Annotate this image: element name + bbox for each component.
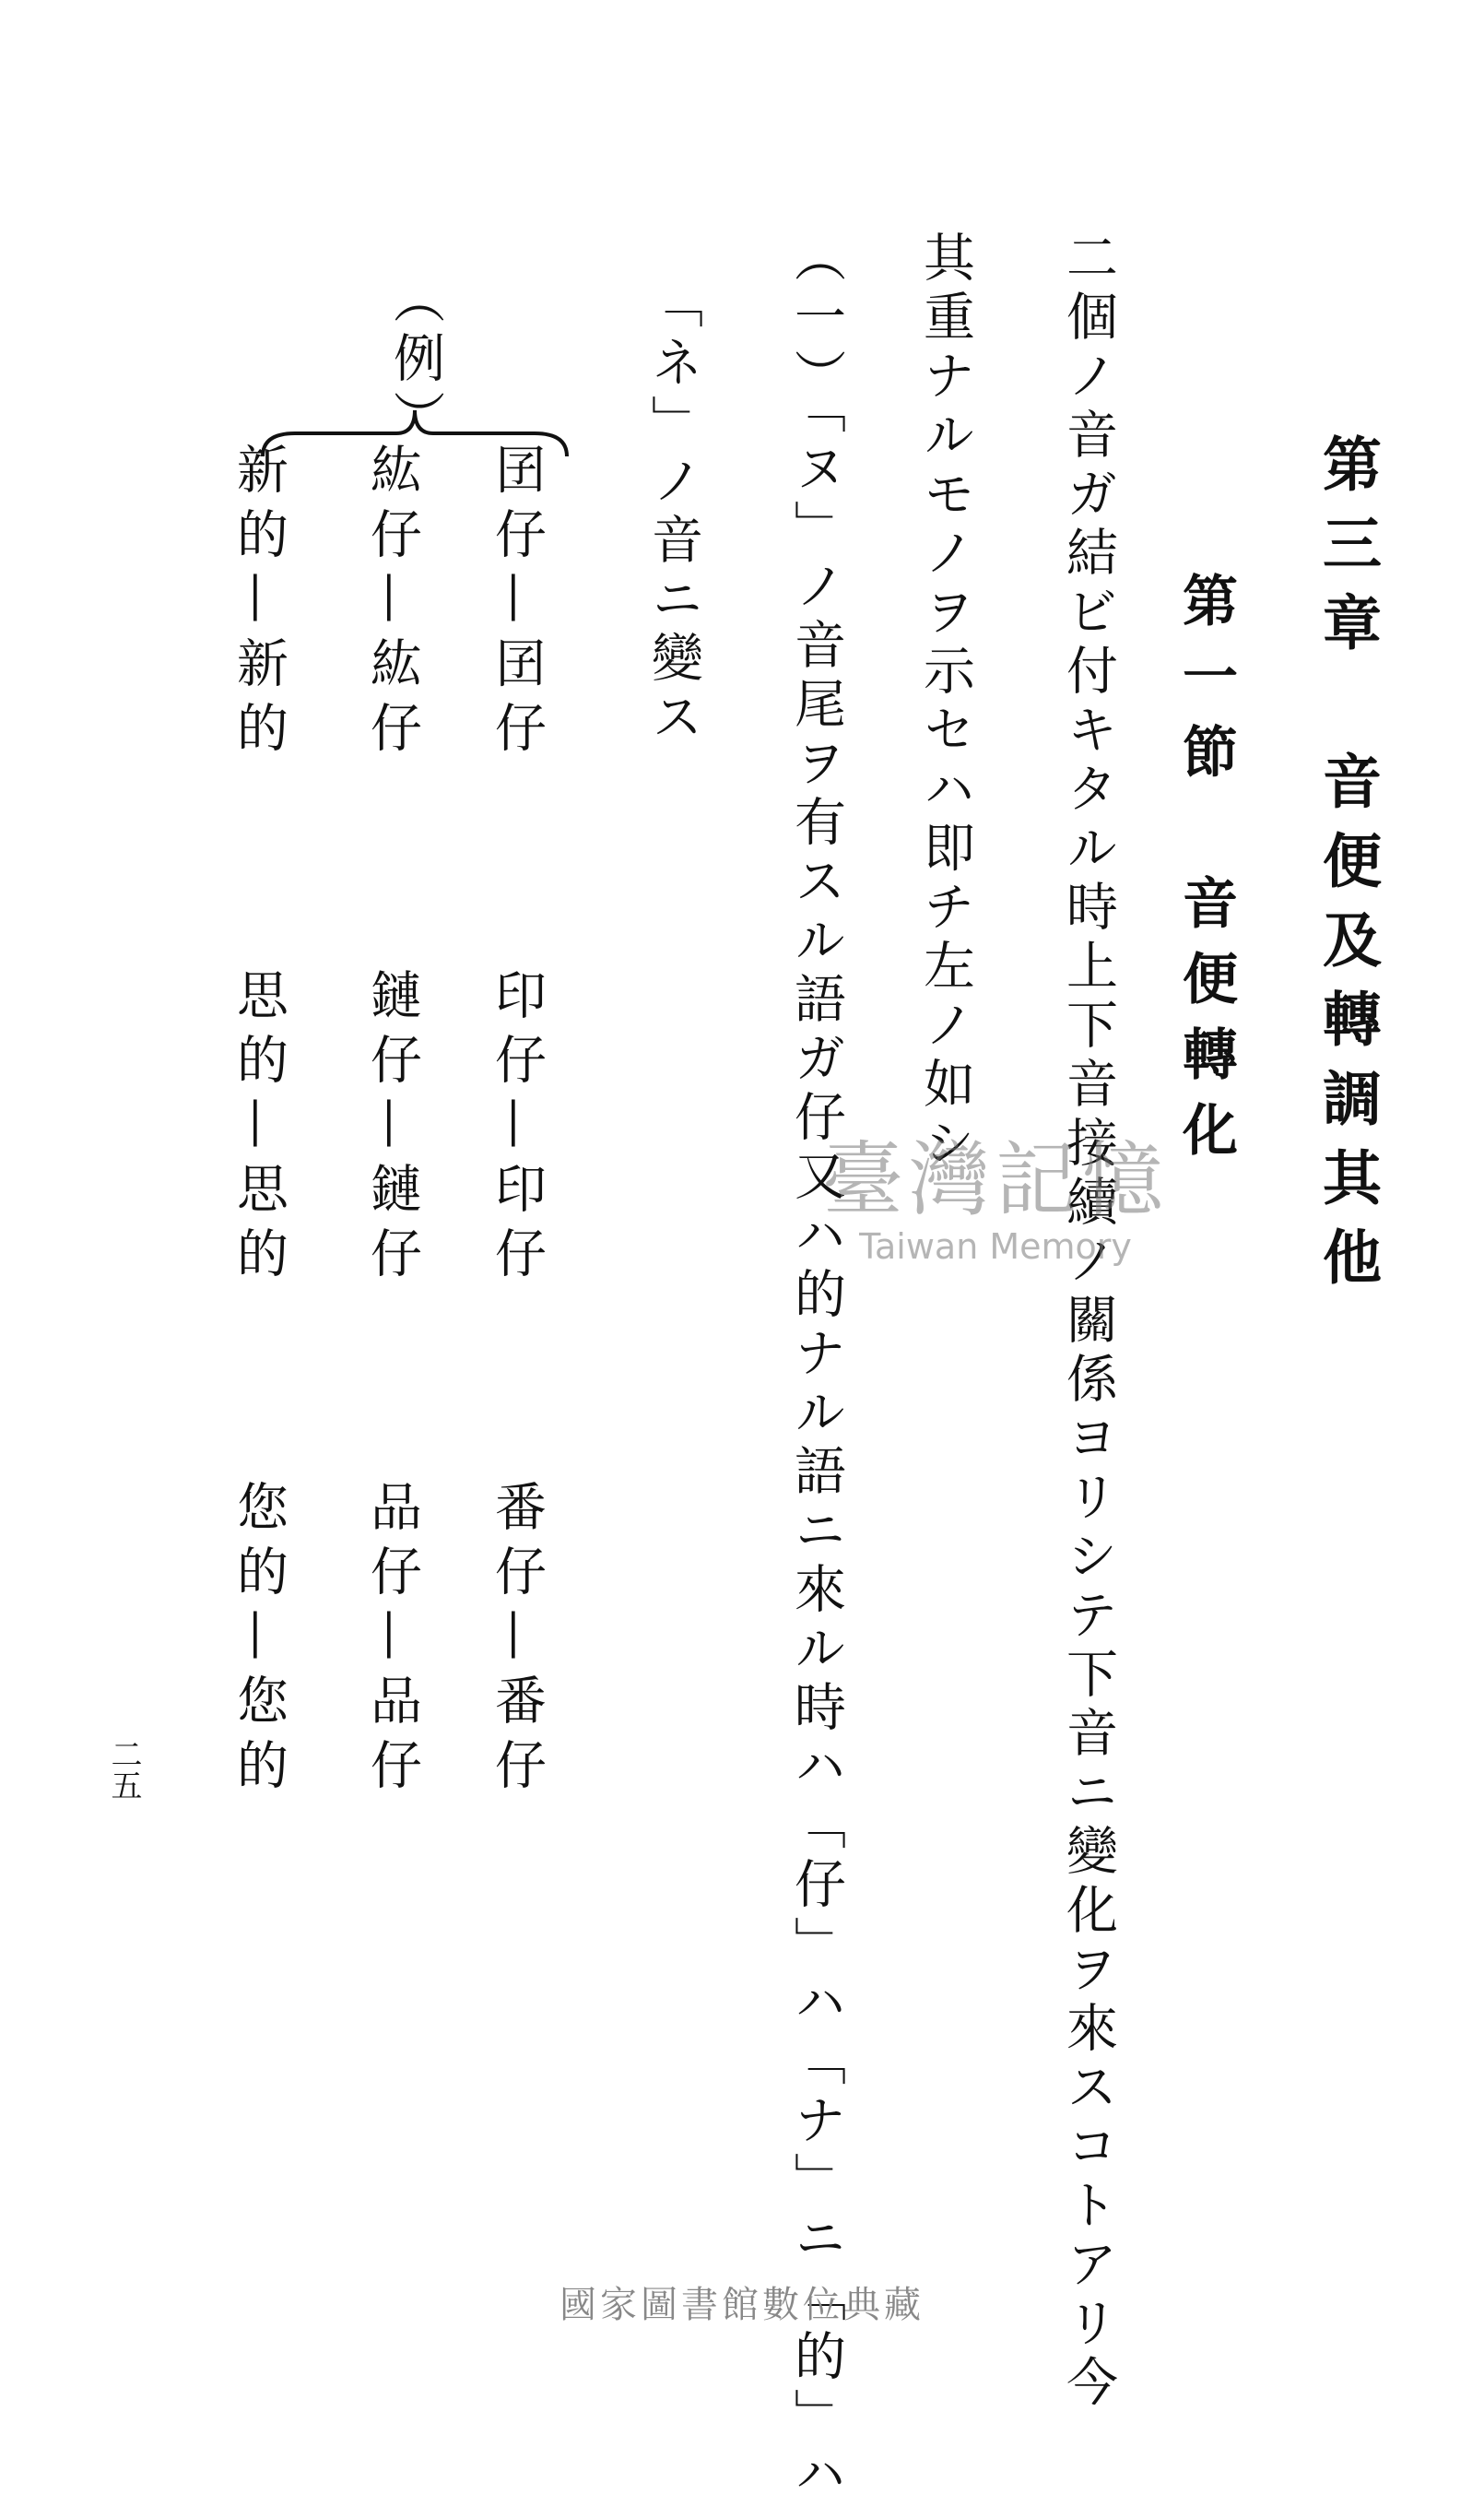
- example-word: 印仔—印仔: [487, 968, 547, 1291]
- example-word: 番仔—番仔: [487, 1480, 547, 1803]
- example-word: 鏈仔—鏈仔: [362, 968, 422, 1291]
- example-word: 新的—新的: [229, 443, 289, 765]
- example-word: 您的—您的: [229, 1480, 289, 1803]
- watermark-title: 臺灣記憶: [821, 1132, 1169, 1227]
- section-heading: 第一節 音便轉化: [1173, 572, 1238, 1176]
- example-label: （例）: [385, 272, 445, 449]
- chapter-heading: 第三章 音便及轉調其他: [1313, 433, 1382, 1306]
- footer-credit: 國家圖書館數位典藏: [559, 2284, 925, 2326]
- example-word: 囝仔—囝仔: [487, 443, 547, 765]
- example-word: 思的—思的: [229, 968, 289, 1291]
- example-word: 紘仔—紘仔: [362, 443, 422, 765]
- body-line-2: 其重ナルモノヲ示セハ即チ左ノ如シ: [915, 231, 975, 1175]
- example-word: 品仔—品仔: [362, 1480, 422, 1803]
- body-line-3: （一）「ヌ」ノ音尾ヲ有スル語ガ仔又ハ的ナル語ニ來ル時ハ「仔」ハ「ナ」ニ「的」ハ: [786, 231, 846, 2506]
- watermark-subtitle: Taiwan Memory: [859, 1226, 1132, 1267]
- page-number: 二五: [105, 1738, 142, 1801]
- body-line-4: 「ネ」ノ音ニ變ス: [643, 277, 703, 749]
- watermark: [737, 1116, 1254, 1267]
- body-line-1: 二個ノ音ガ結ビ付キタル時上下音接續ノ關係ヨリシテ下音ニ變化ヲ來スコトアリ今: [1058, 231, 1118, 2414]
